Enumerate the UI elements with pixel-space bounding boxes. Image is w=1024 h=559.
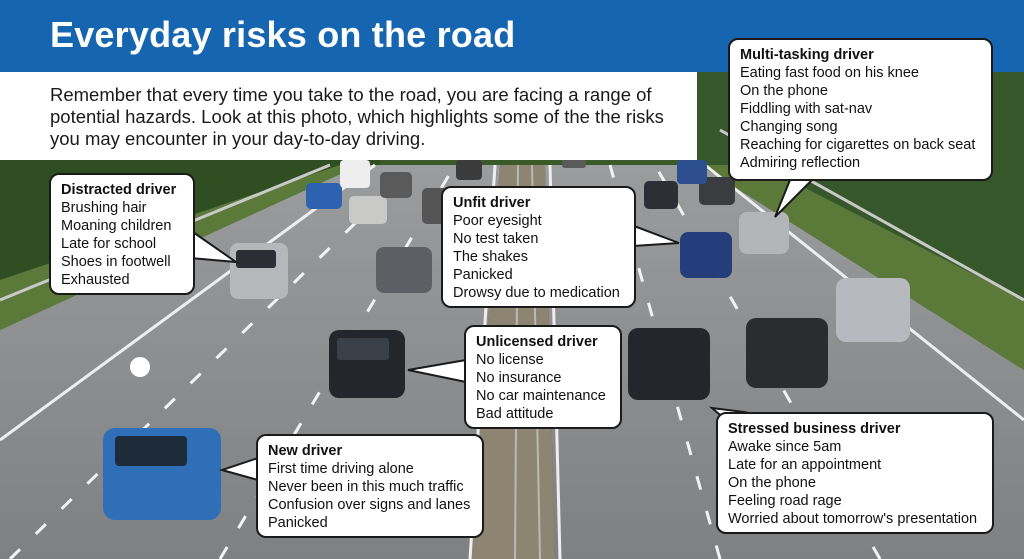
distracted-driver-callout bbox=[49, 173, 195, 295]
unfit-driver-callout bbox=[441, 186, 636, 308]
list-item: Awake since 5am bbox=[728, 439, 842, 455]
list-item: Panicked bbox=[268, 515, 328, 531]
intro-text: Remember that every time you take to the road, you are facing a range of potential hazards. Look at this photo, which highlights some of the the risks you may encounter in your day-to-day driving. bbox=[50, 84, 664, 149]
list-item: Moaning children bbox=[61, 218, 172, 234]
callout-title: Unlicensed driver bbox=[476, 334, 598, 350]
list-item: Confusion over signs and lanes bbox=[268, 497, 471, 513]
list-item: Never been in this much traffic bbox=[268, 479, 464, 495]
list-item: Late for an appointment bbox=[728, 457, 882, 473]
callout-title: Unfit driver bbox=[453, 195, 531, 211]
intro-panel bbox=[0, 72, 697, 160]
list-item: Feeling road rage bbox=[728, 493, 842, 509]
callout-list bbox=[728, 438, 982, 528]
list-item: Drowsy due to medication bbox=[453, 285, 620, 301]
callout-list bbox=[268, 460, 472, 532]
list-item: Exhausted bbox=[61, 272, 130, 288]
list-item: Bad attitude bbox=[476, 406, 554, 422]
white-dot-marker bbox=[130, 357, 150, 377]
page-title: Everyday risks on the road bbox=[50, 14, 516, 55]
list-item: Changing song bbox=[740, 119, 838, 135]
stressed-business-driver-callout bbox=[716, 412, 994, 534]
callout-list bbox=[740, 64, 981, 172]
callout-title: Multi-tasking driver bbox=[740, 47, 874, 63]
list-item: First time driving alone bbox=[268, 461, 414, 477]
list-item: Reaching for cigarettes on back seat bbox=[740, 137, 976, 153]
callout-title: Distracted driver bbox=[61, 182, 177, 198]
list-item: No insurance bbox=[476, 370, 562, 386]
list-item: Eating fast food on his knee bbox=[740, 65, 919, 81]
list-item: Admiring reflection bbox=[740, 155, 861, 171]
list-item: Brushing hair bbox=[61, 200, 147, 216]
list-item: On the phone bbox=[728, 475, 816, 491]
list-item: No car maintenance bbox=[476, 388, 606, 404]
callout-title: New driver bbox=[268, 443, 343, 459]
callout-title: Stressed business driver bbox=[728, 421, 901, 437]
list-item: Late for school bbox=[61, 236, 157, 252]
callout-list bbox=[476, 351, 610, 423]
list-item: No license bbox=[476, 352, 544, 368]
callout-list bbox=[453, 212, 624, 302]
unlicensed-driver-callout bbox=[464, 325, 622, 429]
list-item: No test taken bbox=[453, 231, 539, 247]
list-item: On the phone bbox=[740, 83, 828, 99]
list-item: Fiddling with sat-nav bbox=[740, 101, 873, 117]
multitasking-driver-callout bbox=[728, 38, 993, 181]
list-item: Panicked bbox=[453, 267, 513, 283]
list-item: Poor eyesight bbox=[453, 213, 542, 229]
new-driver-callout bbox=[256, 434, 484, 538]
list-item: Shoes in footwell bbox=[61, 254, 171, 270]
list-item: The shakes bbox=[453, 249, 528, 265]
list-item: Worried about tomorrow's presentation bbox=[728, 511, 978, 527]
callout-list bbox=[61, 199, 183, 289]
